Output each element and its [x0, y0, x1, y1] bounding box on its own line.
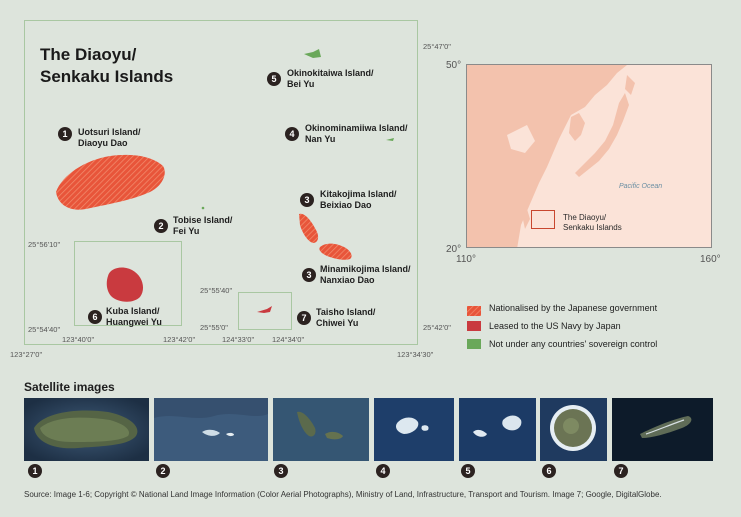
- locator-box-label-line2: Senkaku Islands: [563, 223, 622, 232]
- island-name-line1: Minamikojima Island/: [320, 264, 411, 274]
- island-name-line2: Nanxiao Dao: [320, 275, 375, 285]
- satellite-number-badge: 4: [376, 464, 390, 478]
- island-name-line1: Okinokitaiwa Island/: [287, 68, 374, 78]
- locator-box-label-line1: The Diaoyu/: [563, 213, 607, 222]
- coord-label: 124°34'0": [272, 335, 305, 344]
- satellite-image-2: [154, 398, 268, 461]
- island-name-line1: Kitakojima Island/: [320, 189, 397, 199]
- legend-swatch-unclaimed: [467, 339, 481, 349]
- island-number-badge: 5: [267, 72, 281, 86]
- satellite-number-badge: 1: [28, 464, 42, 478]
- island-name-line2: Nan Yu: [305, 134, 336, 144]
- island-name-line1: Kuba Island/: [106, 306, 160, 316]
- satellite-number-badge: 3: [274, 464, 288, 478]
- coord-label: 25°55'40": [200, 286, 233, 295]
- island-number-badge: 7: [297, 311, 311, 325]
- coord-label: 25°56'10": [28, 240, 61, 249]
- ocean-label: Pacific Ocean: [619, 183, 663, 190]
- locator-map: [466, 64, 712, 248]
- island-name-line2: Bei Yu: [287, 79, 315, 89]
- legend-label: Not under any countries' sovereign control: [489, 339, 658, 349]
- island-number-badge: 3: [300, 193, 314, 207]
- satellite-image-6: [540, 398, 607, 461]
- island-name-line2: Beixiao Dao: [320, 200, 372, 210]
- map-title-line1: The Diaoyu/: [40, 45, 137, 64]
- island-number-badge: 1: [58, 127, 72, 141]
- island-minamikojima-shape: [319, 244, 351, 260]
- satellite-number-badge: 5: [461, 464, 475, 478]
- island-tobise-shape: [202, 207, 205, 210]
- island-okinokitaiwa-shape: [304, 49, 321, 58]
- island-name-line2: Fei Yu: [173, 226, 200, 236]
- island-number-badge: 6: [88, 310, 102, 324]
- legend-swatch-nationalised: [467, 303, 481, 313]
- satellite-image-4: [374, 398, 454, 461]
- satellite-image-5: [459, 398, 536, 461]
- island-name-line1: Uotsuri Island/: [78, 127, 141, 137]
- coord-label: 124°33'0": [222, 335, 255, 344]
- coord-label: 123°40'0": [62, 335, 95, 344]
- source-note: Source: Image 1-6; Copyright © National Land Image Information (Color Aerial Photographs), Ministry of Land, Infrastructure, Transport and Tourism. Image 7; Google, DigitalGlobe.: [24, 490, 662, 499]
- island-uotsuri-shape: [56, 155, 165, 210]
- island-name-line1: Taisho Island/: [316, 307, 376, 317]
- legend-label: Leased to the US Navy by Japan: [489, 321, 621, 331]
- satellite-number-badge: 7: [614, 464, 628, 478]
- island-name-line1: Tobise Island/: [173, 215, 233, 225]
- satellite-image-7: [612, 398, 713, 461]
- lon-label: 110°: [456, 254, 476, 265]
- satellite-number-badge: 2: [156, 464, 170, 478]
- locator-box-label: [563, 213, 622, 233]
- island-number-badge: 2: [154, 219, 168, 233]
- coord-label: 25°47'0": [423, 42, 451, 51]
- satellite-number-badge: 6: [542, 464, 556, 478]
- island-name-line2: Diaoyu Dao: [78, 138, 128, 148]
- satellite-image-3: [273, 398, 369, 461]
- lon-label: 160°: [700, 254, 721, 265]
- lat-label: 20°: [446, 244, 462, 255]
- island-number-badge: 3: [302, 268, 316, 282]
- coord-label: 25°42'0": [423, 323, 451, 332]
- satellite-section-title: Satellite images: [24, 380, 115, 394]
- island-kitakojima-shape: [299, 214, 318, 243]
- coord-label: 123°42'0": [163, 335, 196, 344]
- lat-label: 50°: [446, 60, 462, 71]
- island-name-line1: Okinominamiiwa Island/: [305, 123, 408, 133]
- locator-highlight-box: [531, 210, 555, 229]
- legend-label: Nationalised by the Japanese government: [489, 303, 658, 313]
- coord-label: 123°34'30": [397, 350, 434, 359]
- legend-swatch-leased: [467, 321, 481, 331]
- satellite-image-1: [24, 398, 149, 461]
- island-name-line2: Chiwei Yu: [316, 318, 359, 328]
- island-number-badge: 4: [285, 127, 299, 141]
- taisho-inset-frame: [238, 292, 292, 330]
- coord-label: 25°55'0": [200, 323, 228, 332]
- map-title-line2: Senkaku Islands: [40, 67, 174, 86]
- coord-label: 25°54'40": [28, 325, 61, 334]
- island-name-line2: Huangwei Yu: [106, 317, 162, 327]
- coord-label: 123°27'0": [10, 350, 43, 359]
